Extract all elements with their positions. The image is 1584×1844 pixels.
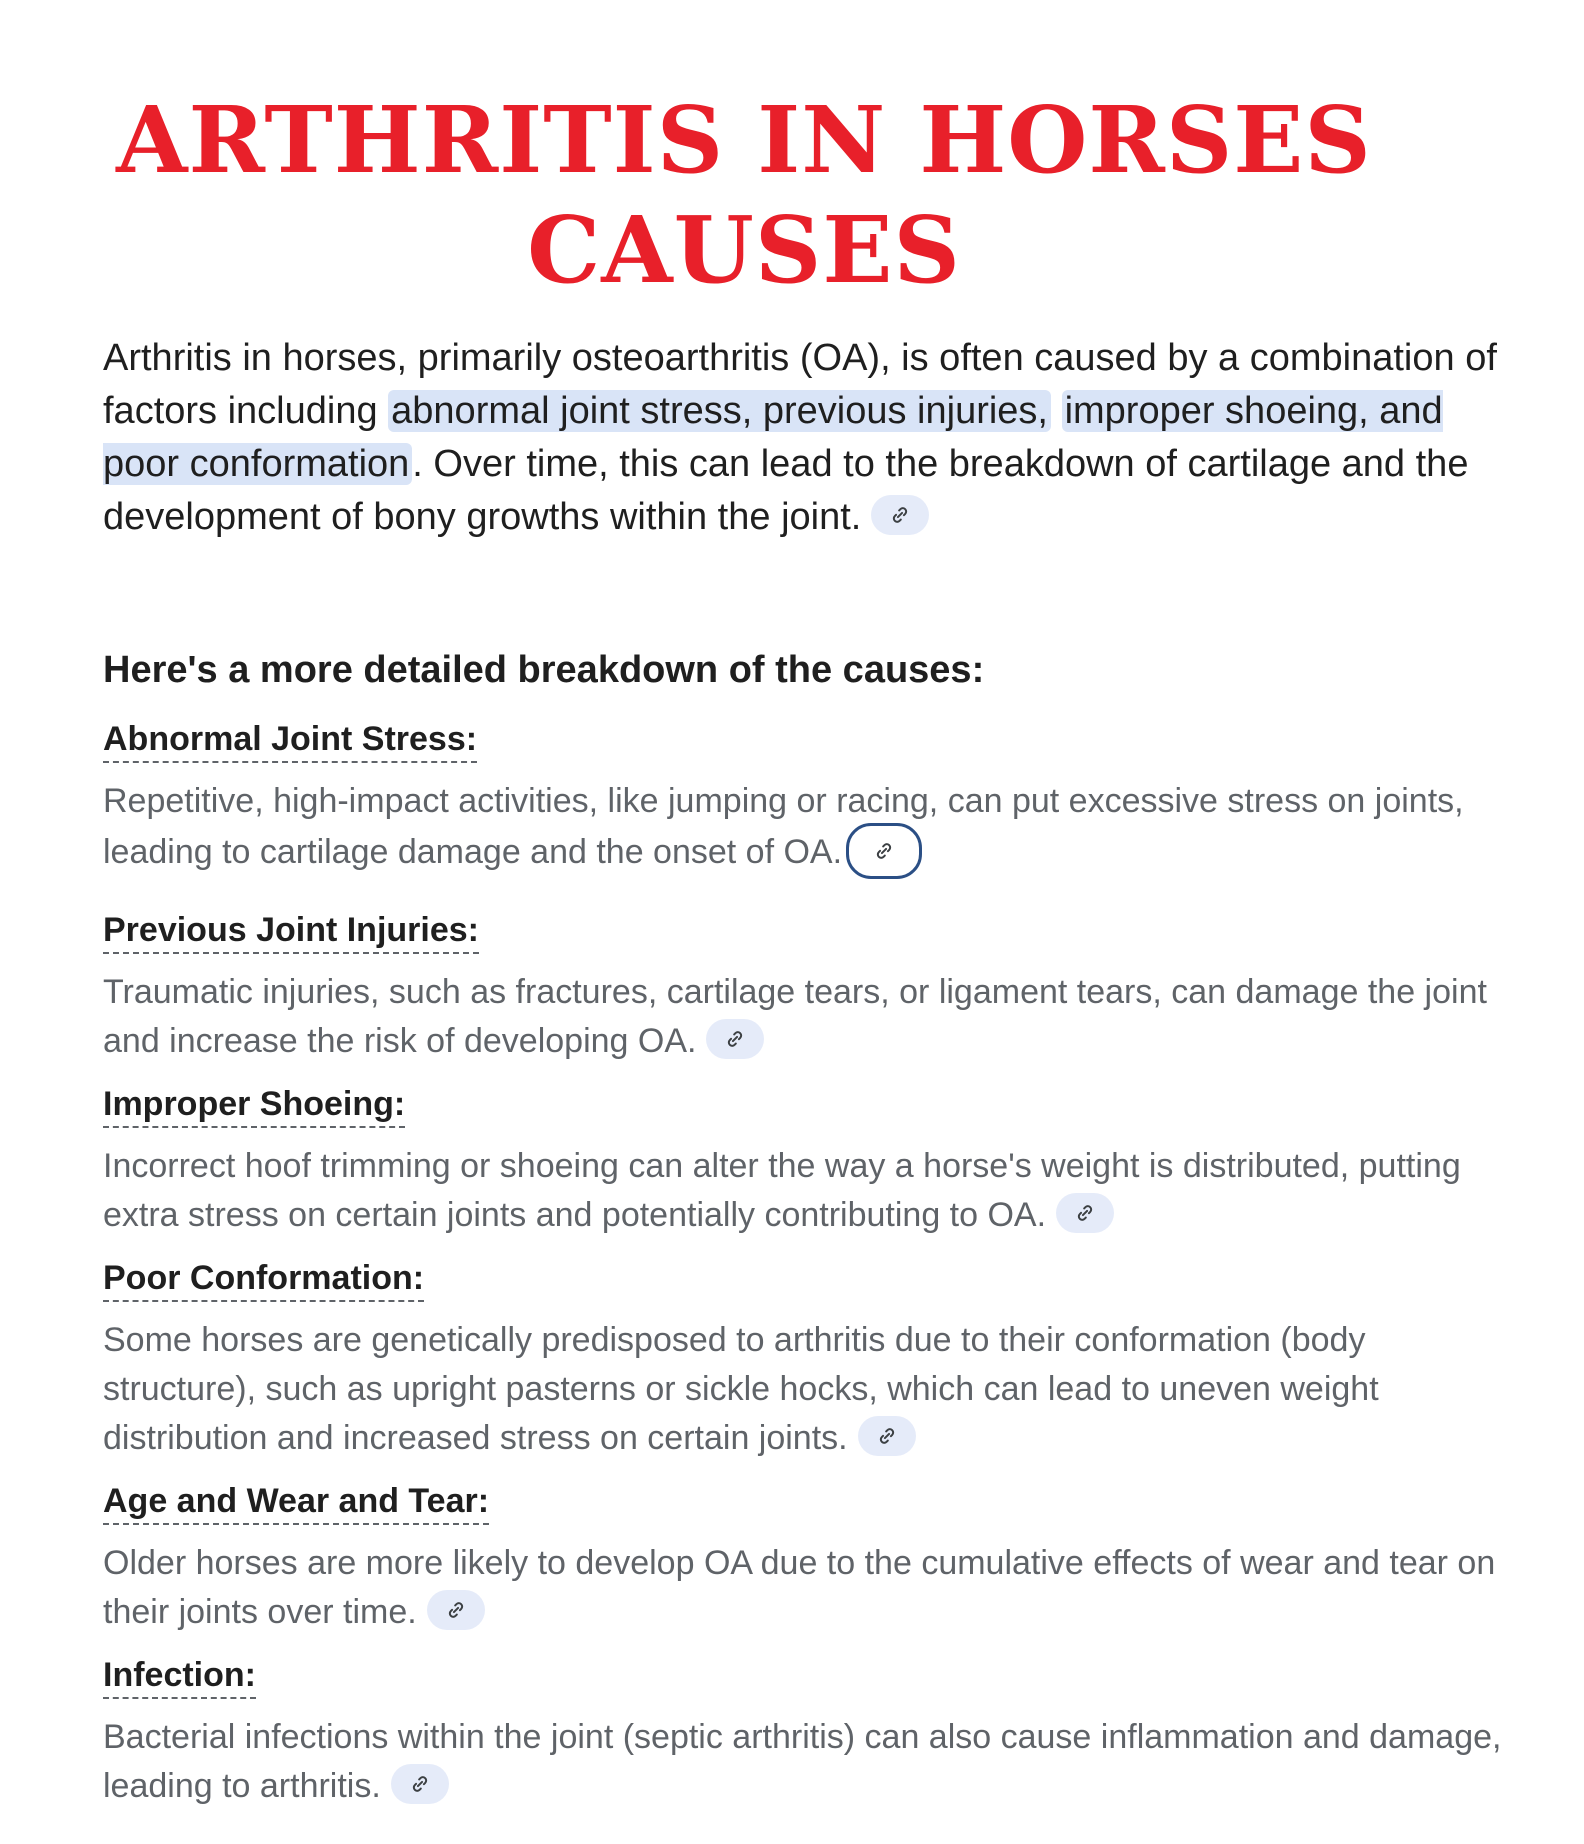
cause-title[interactable]: Age and Wear and Tear: [103,1480,489,1525]
link-icon [446,1600,466,1620]
cause-section-abnormal-joint-stress [103,718,1523,882]
source-link-chip[interactable] [1056,1193,1114,1233]
intro-text-start: Arthritis in horses, primarily osteoarthritis (OA), is often caused by a combination of factors including [103,337,1497,432]
cause-title[interactable]: Abnormal Joint Stress: [103,718,477,763]
intro-paragraph [103,332,1503,544]
cause-description [103,1539,1523,1637]
cause-section-previous-joint-injuries [103,909,1523,1066]
highlighted-text: abnormal joint stress, previous injuries, [388,390,1051,432]
link-icon [410,1774,430,1794]
intro-text-end: . Over time, this can lead to the breakdown of cartilage and the development of bony growths within the joint. [103,443,1469,538]
link-icon [890,505,910,525]
cause-description [103,777,1523,882]
link-icon [1075,1203,1095,1223]
source-link-chip[interactable] [391,1764,449,1804]
source-link-chip[interactable] [846,823,922,879]
page-title-line-1: ARTHRITIS IN HORSES [116,86,1372,194]
cause-section-age-and-wear [103,1480,1523,1637]
cause-section-poor-conformation [103,1257,1523,1463]
source-link-chip[interactable] [427,1590,485,1630]
source-link-chip[interactable] [706,1019,764,1059]
link-icon [874,841,894,861]
cause-description-text: Some horses are genetically predisposed to arthritis due to their conformation (body structure), such as upright pasterns or sickle hocks, which can lead to uneven weight distribution and increased stress on certain joints. [103,1321,1379,1457]
cause-description [103,968,1523,1066]
cause-description [103,1142,1523,1240]
cause-title[interactable]: Previous Joint Injuries: [103,909,479,954]
cause-description [103,1713,1523,1811]
cause-description-text: Bacterial infections within the joint (septic arthritis) can also cause inflammation and damage, leading to arthritis. [103,1718,1502,1805]
cause-title[interactable]: Poor Conformation: [103,1257,424,1302]
cause-description-text: Repetitive, high-impact activities, like jumping or racing, can put excessive stress on joints, leading to cartilage damage and the onset of OA. [103,782,1464,871]
cause-title[interactable]: Improper Shoeing: [103,1083,405,1128]
cause-description-text: Older horses are more likely to develop OA due to the cumulative effects of wear and tear on their joints over time. [103,1544,1496,1631]
source-link-chip[interactable] [858,1416,916,1456]
cause-description [103,1316,1523,1463]
section-subheading: Here's a more detailed breakdown of the causes: [103,649,985,691]
cause-description-text: Incorrect hoof trimming or shoeing can alter the way a horse's weight is distributed, putting extra stress on certain joints and potentially contributing to OA. [103,1147,1461,1234]
highlighted-text: improper shoeing, and poor conformation [103,390,1443,485]
link-icon [725,1029,745,1049]
cause-title[interactable]: Infection: [103,1654,256,1699]
cause-description-text: Traumatic injuries, such as fractures, cartilage tears, or ligament tears, can damage the joint and increase the risk of developing OA. [103,973,1487,1060]
cause-section-improper-shoeing [103,1083,1523,1240]
source-link-chip[interactable] [871,495,929,535]
page-title-line-2: CAUSES [527,196,961,304]
link-icon [877,1426,897,1446]
cause-section-infection [103,1654,1523,1811]
